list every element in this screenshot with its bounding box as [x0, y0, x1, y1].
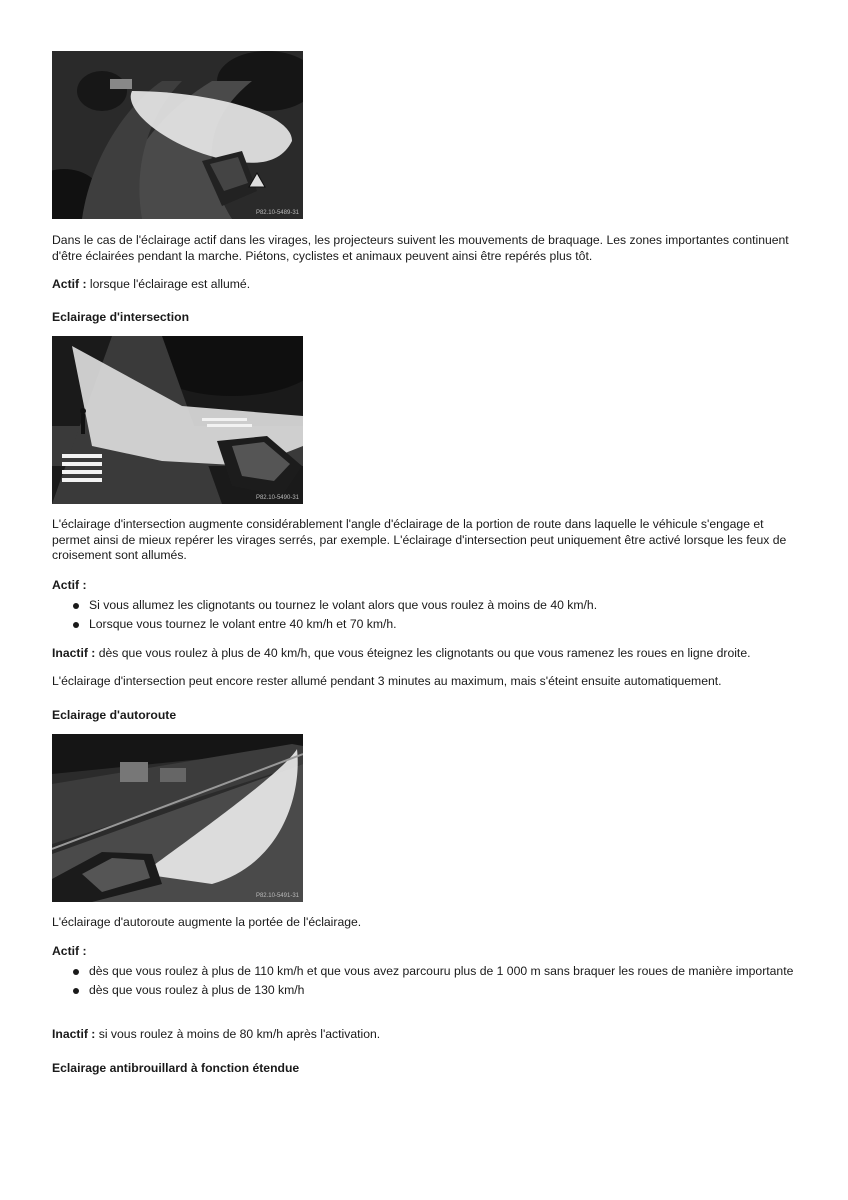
list-item: Si vous allumez les clignotants ou tournez le volant alors que vous roulez à moins de 40 km/h.	[52, 598, 797, 614]
actif-label: Actif :	[52, 277, 87, 291]
bullet-icon	[73, 622, 79, 628]
motorway-active-list	[52, 964, 797, 1001]
bullet-icon	[73, 988, 79, 994]
inactif-text: si vous roulez à moins de 80 km/h après l'activation.	[95, 1027, 381, 1041]
inactif-text: dès que vous roulez à plus de 40 km/h, que vous éteignez les clignotants ou que vous ramenez les roues en ligne droite.	[95, 646, 751, 660]
curve-lighting-illustration	[52, 51, 303, 219]
curve-lighting-paragraph: Dans le cas de l'éclairage actif dans les virages, les projecteurs suivent les mouvements de braquage. Les zones importantes continuent d'être éclairées pendant la marche. Piétons, cyclistes et animaux peuvent ainsi être repérés plus tôt.	[52, 233, 789, 263]
figure-reference: P82.10-5490-31	[255, 495, 299, 501]
section-heading: Eclairage d'intersection	[52, 310, 190, 324]
motorway-inactive	[52, 1027, 797, 1043]
list-item: Lorsque vous tournez le volant entre 40 km/h et 70 km/h.	[52, 617, 797, 633]
section-heading: Eclairage d'autoroute	[52, 708, 177, 722]
figure-motorway-lighting	[52, 734, 303, 902]
curve-lighting-active	[52, 277, 797, 293]
motorway-paragraph: L'éclairage d'autoroute augmente la portée de l'éclairage.	[52, 915, 362, 929]
intersection-active-list	[52, 598, 797, 635]
list-item: dès que vous roulez à plus de 110 km/h et que vous avez parcouru plus de 1 000 m sans braquer les roues de manière importante	[52, 964, 797, 980]
intersection-paragraph: L'éclairage d'intersection augmente considérablement l'angle d'éclairage de la portion de route dans laquelle le véhicule s'engage et permet ainsi de mieux repérer les virages serrés, par exemple. L'éclairage d'intersection peut uniquement être activé lorsque les feux de croisement sont allumés.	[52, 517, 787, 562]
motorway-lighting-illustration	[52, 734, 303, 902]
actif-heading: Actif :	[52, 578, 87, 592]
intersection-inactive	[52, 646, 797, 662]
section-heading: Eclairage antibrouillard à fonction étendue	[52, 1061, 300, 1075]
intersection-note: L'éclairage d'intersection peut encore rester allumé pendant 3 minutes au maximum, mais s'éteint ensuite automatiquement.	[52, 674, 722, 688]
inactif-label: Inactif :	[52, 1027, 96, 1041]
inactif-label: Inactif :	[52, 646, 96, 660]
figure-reference: P82.10-5491-31	[255, 893, 299, 899]
bullet-icon	[73, 603, 79, 609]
actif-text: lorsque l'éclairage est allumé.	[86, 277, 251, 291]
intersection-lighting-illustration	[52, 336, 303, 504]
figure-reference: P82.10-5489-31	[255, 210, 299, 216]
figure-curve-lighting	[52, 51, 303, 219]
bullet-icon	[73, 969, 79, 975]
list-item: dès que vous roulez à plus de 130 km/h	[52, 983, 797, 999]
actif-heading: Actif :	[52, 944, 87, 958]
figure-intersection-lighting	[52, 336, 303, 504]
